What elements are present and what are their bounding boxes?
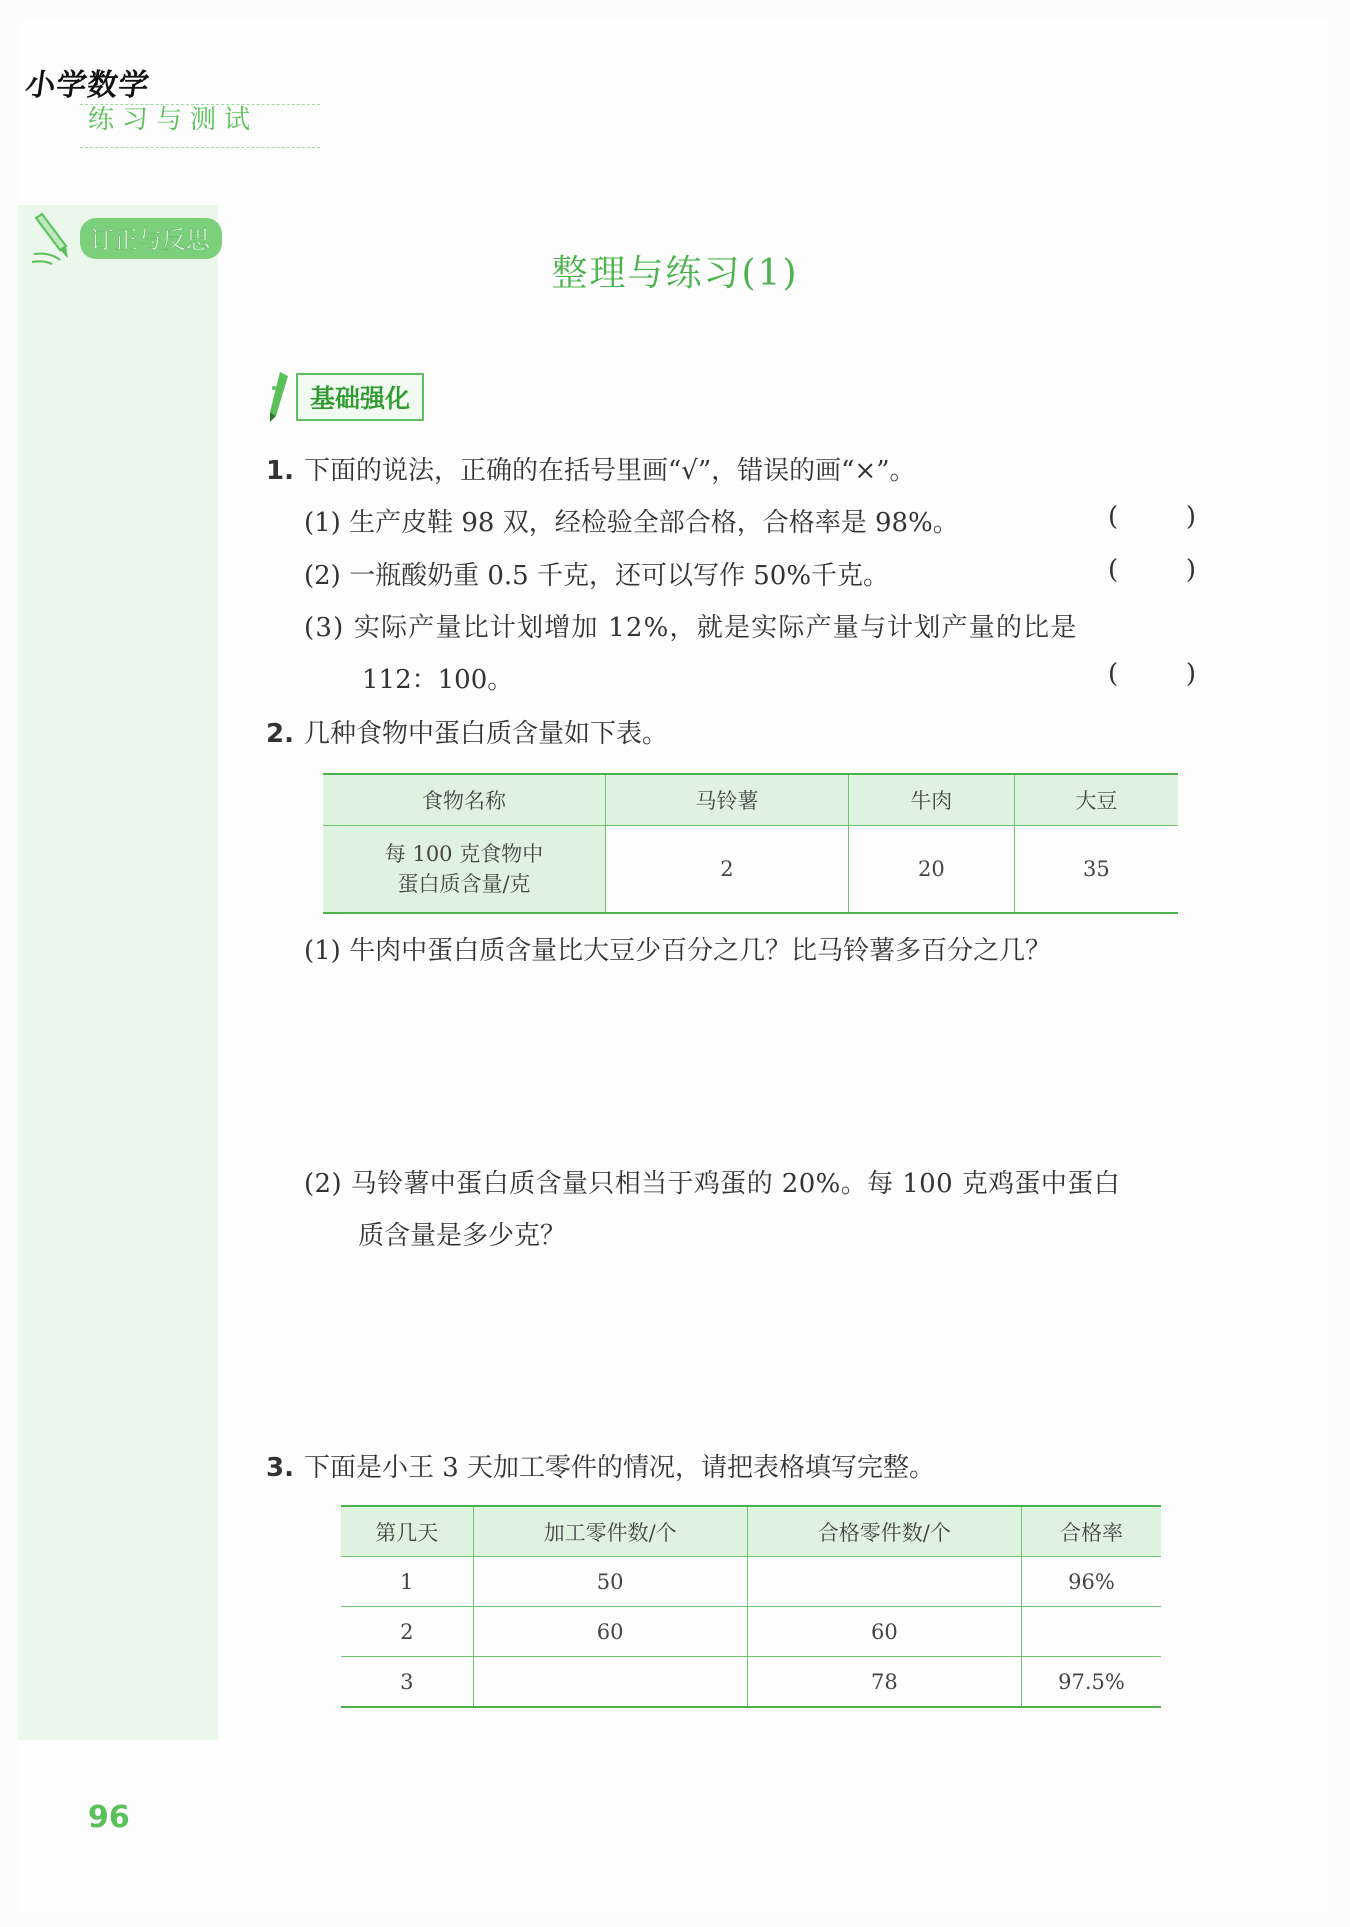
table-header: 大豆 bbox=[1014, 774, 1178, 826]
table-header: 加工零件数/个 bbox=[473, 1506, 747, 1557]
table-header: 牛肉 bbox=[848, 774, 1014, 826]
table-cell: 60 bbox=[747, 1607, 1021, 1657]
answer-paren[interactable]: ( ) bbox=[1108, 555, 1196, 585]
pencil-icon bbox=[266, 370, 292, 424]
table-cell: 2 bbox=[606, 826, 849, 914]
question-prompt: 几种食物中蛋白质含量如下表。 bbox=[303, 719, 668, 749]
page-title: 整理与练习(1) bbox=[551, 253, 799, 294]
q2-sub-1: (1) 牛肉中蛋白质含量比大豆少百分之几？比马铃薯多百分之几？ bbox=[304, 936, 1052, 966]
answer-paren[interactable]: ( ) bbox=[1108, 502, 1196, 532]
table-cell: 60 bbox=[473, 1607, 747, 1657]
table-cell: 97.5% bbox=[1021, 1657, 1161, 1708]
table-header: 马铃薯 bbox=[606, 774, 849, 826]
table-cell: 35 bbox=[1014, 826, 1178, 914]
reflection-label: 订正与反思 bbox=[80, 218, 222, 259]
row-label: 每 100 克食物中 蛋白质含量/克 bbox=[323, 826, 606, 914]
table-cell: 96% bbox=[1021, 1557, 1161, 1607]
parts-table bbox=[341, 1505, 1161, 1708]
q1-item-1: (1) 生产皮鞋 98 双，经检验全部合格，合格率是 98%。 bbox=[304, 508, 959, 538]
question-3 bbox=[266, 1447, 935, 1484]
table-cell: 3 bbox=[400, 1669, 414, 1694]
question-number: 1. bbox=[266, 456, 294, 486]
q1-item-3-continued: 112：100。 bbox=[362, 665, 514, 695]
table-cell: 1 bbox=[341, 1557, 473, 1607]
question-prompt: 下面是小王 3 天加工零件的情况，请把表格填写完整。 bbox=[303, 1453, 936, 1483]
q1-item-2: (2) 一瓶酸奶重 0.5 千克，还可以写作 50%千克。 bbox=[304, 561, 890, 591]
reflection-sidebar bbox=[18, 205, 218, 1740]
q2-sub-2: (2) 马铃薯中蛋白质含量只相当于鸡蛋的 20%。每 100 克鸡蛋中蛋白 bbox=[304, 1169, 1121, 1199]
table-cell[interactable] bbox=[1021, 1607, 1161, 1657]
table-cell: 50 bbox=[473, 1557, 747, 1607]
table-cell: 20 bbox=[848, 826, 1014, 914]
q2-sub-2-continued: 质含量是多少克？ bbox=[358, 1221, 567, 1251]
table-cell[interactable] bbox=[747, 1557, 1021, 1607]
q1-item-3: (3) 实际产量比计划增加 12%，就是实际产量与计划产量的比是 bbox=[304, 613, 1078, 643]
series-subtitle: 练习与测试 bbox=[80, 104, 320, 148]
table-header: 合格率 bbox=[1021, 1506, 1161, 1557]
question-number: 3. bbox=[266, 1453, 294, 1483]
table-header: 食物名称 bbox=[323, 774, 606, 826]
question-1 bbox=[266, 450, 916, 487]
answer-paren[interactable]: ( ) bbox=[1108, 659, 1196, 689]
series-title: 小学数学 bbox=[23, 68, 152, 103]
table-cell: 78 bbox=[747, 1657, 1021, 1708]
table-cell[interactable] bbox=[473, 1657, 747, 1708]
question-number: 2. bbox=[266, 719, 294, 749]
table-cell: 2 bbox=[341, 1607, 473, 1657]
section-label: 基础强化 bbox=[296, 373, 424, 421]
protein-table bbox=[323, 773, 1178, 914]
question-prompt: 下面的说法，正确的在括号里画“√”，错误的画“×”。 bbox=[303, 456, 916, 486]
table-header: 第几天 bbox=[341, 1506, 473, 1557]
question-2 bbox=[266, 713, 668, 750]
section-tag bbox=[266, 370, 424, 424]
table-header: 合格零件数/个 bbox=[747, 1506, 1021, 1557]
page-number: 96 bbox=[88, 1800, 130, 1835]
